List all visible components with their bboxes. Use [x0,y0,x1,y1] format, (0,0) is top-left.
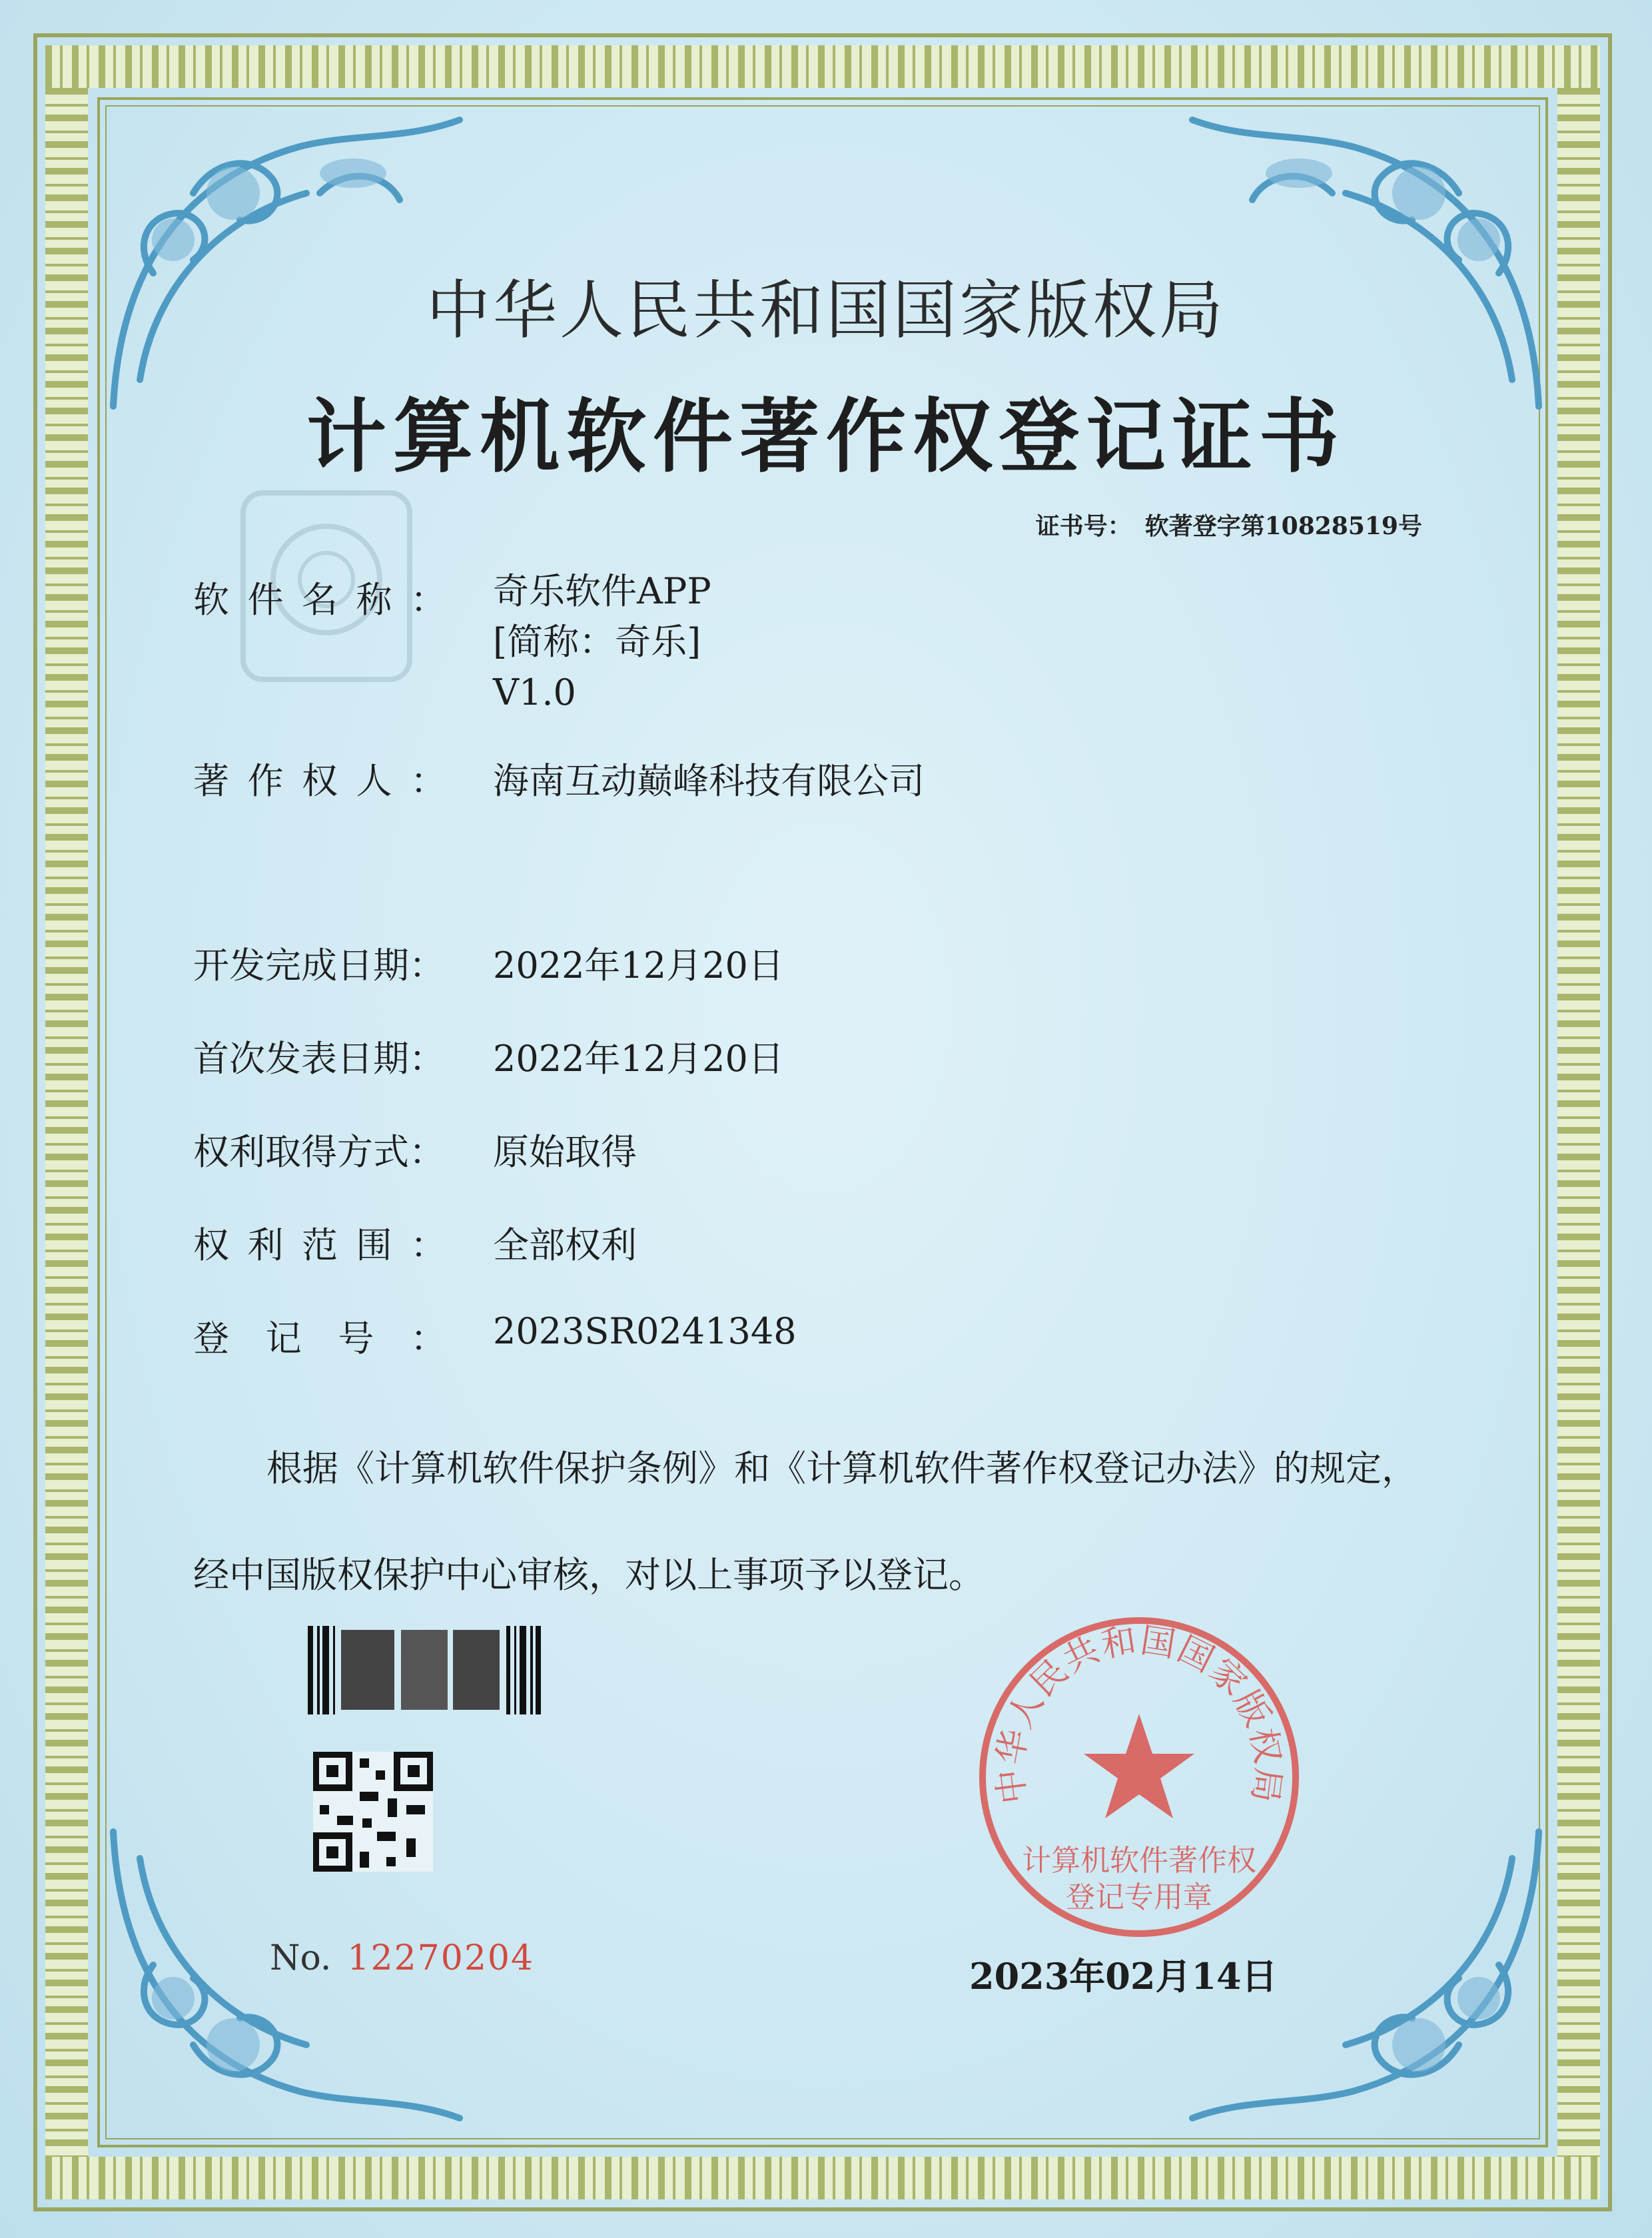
certificate-number-row [1036,508,1422,542]
barcode-icon [308,1626,541,1714]
scope-label: 权利范围： [193,1224,446,1266]
seal-inner-line-1: 计算机软件著作权 [1022,1844,1256,1878]
legal-basis-paragraph: 根据《计算机软件保护条例》和《计算机软件著作权登记办法》的规定，经中国版权保护中心审核，对以上事项予以登记。 [193,1447,1418,1596]
owner-value: 海南互动巅峰科技有限公司 [493,760,925,802]
registration-no-value: 2023SR0241348 [493,1310,797,1352]
official-seal [973,1611,1306,1944]
scope-value: 全部权利 [493,1224,637,1266]
seal-arc-text: 中华人民共和国国家版权局 [990,1620,1288,1806]
software-name-line-2: [简称：奇乐] [493,621,701,663]
registration-no-label: 登记号： [193,1317,446,1359]
dev-complete-date-value: 2022年12月20日 [493,944,784,986]
field-acquisition [193,1124,637,1175]
field-dev-complete-date [193,937,784,988]
field-owner [193,753,925,804]
first-publish-date-label: 首次发表日期： [193,1038,445,1080]
dev-complete-date-label: 开发完成日期： [193,944,445,986]
acquisition-value: 原始取得 [493,1131,637,1173]
qr-code-icon [313,1752,433,1872]
software-name-label: 软件名称： [193,579,446,621]
serial-number-label: No. [270,1938,332,1978]
serial-number-value: 12270204 [347,1938,535,1978]
field-scope [193,1217,637,1268]
acquisition-label: 权利取得方式： [193,1131,445,1173]
certificate-number-label: 证书号： [1035,512,1132,540]
software-name-line-1: 奇乐软件APP [493,570,711,612]
certificate-number-value: 软著登字第10828519号 [1144,512,1422,540]
field-registration-no [193,1310,797,1361]
issue-date: 2023年02月14日 [969,1955,1278,1998]
software-name-line-3: V1.0 [493,671,576,713]
field-first-publish-date [193,1030,784,1082]
star-icon [1084,1714,1194,1818]
certificate-title: 计算机软件著作权登记证书 [306,390,1346,484]
seal-inner-line-2: 登记专用章 [1066,1880,1212,1914]
serial-number-row [270,1938,534,1978]
issuer-heading: 中华人民共和国国家版权局 [426,273,1226,348]
first-publish-date-value: 2022年12月20日 [493,1038,784,1080]
owner-label: 著作权人： [193,760,446,802]
field-software-name [193,571,711,718]
